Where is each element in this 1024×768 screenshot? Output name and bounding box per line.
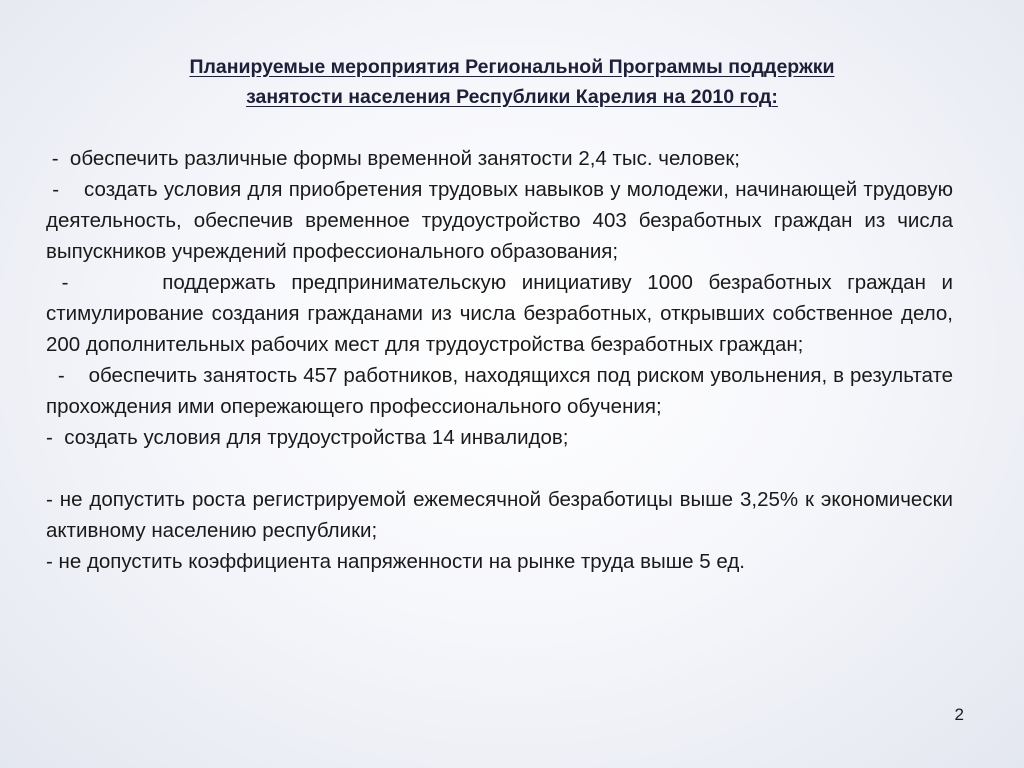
bullet-dash: - bbox=[46, 550, 59, 573]
page-number: 2 bbox=[954, 705, 964, 724]
list-item-text: обеспечить занятость 457 работников, находящихся под риском увольнения, в результате прохождения ими опережающего профессионального обучения; bbox=[46, 364, 954, 418]
bullet-dash: - bbox=[46, 147, 70, 170]
list-item bbox=[46, 484, 953, 546]
list-item-text: не допустить коэффициента напряженности на рынке труда выше 5 ед. bbox=[58, 550, 745, 573]
bullet-list bbox=[46, 143, 953, 577]
list-item-text: создать условия для трудоустройства 14 инвалидов; bbox=[64, 426, 569, 449]
list-item bbox=[46, 267, 953, 360]
list-item bbox=[46, 174, 953, 267]
bullet-dash: - bbox=[46, 488, 60, 511]
bullet-dash: - bbox=[46, 271, 163, 294]
list-item bbox=[46, 143, 953, 174]
list-item-text: не допустить роста регистрируемой ежемесячной безработицы выше 3,25% к экономически активному населению республики; bbox=[46, 488, 953, 542]
title-line-2: занятости населения Республики Карелия на 2010 год bbox=[246, 86, 772, 108]
title-suffix: : bbox=[771, 86, 778, 108]
bullet-dash: - bbox=[46, 364, 89, 387]
list-item-text: обеспечить различные формы временной занятости 2,4 тыс. человек; bbox=[69, 147, 741, 170]
slide-title bbox=[60, 52, 964, 112]
spacer bbox=[46, 453, 953, 484]
list-item bbox=[46, 360, 953, 422]
bullet-dash: - bbox=[46, 426, 65, 449]
list-item-text: поддержать предпринимательскую инициативу 1000 безработных граждан и стимулирование создания гражданами из числа безработных, открывших собственное дело, 200 дополнительных рабочих мест для трудоустройства безработных граждан; bbox=[46, 271, 953, 356]
bullet-dash: - bbox=[46, 178, 85, 201]
list-item-text: создать условия для приобретения трудовых навыков у молодежи, начинающей трудовую деятельность, обеспечив временное трудоустройство 403 безработных граждан из числа выпускников учреждений профессионального образования; bbox=[46, 178, 953, 263]
list-item bbox=[46, 422, 953, 453]
title-line-1: Планируемые мероприятия Региональной Программы поддержки bbox=[189, 56, 835, 78]
list-item bbox=[46, 546, 953, 577]
